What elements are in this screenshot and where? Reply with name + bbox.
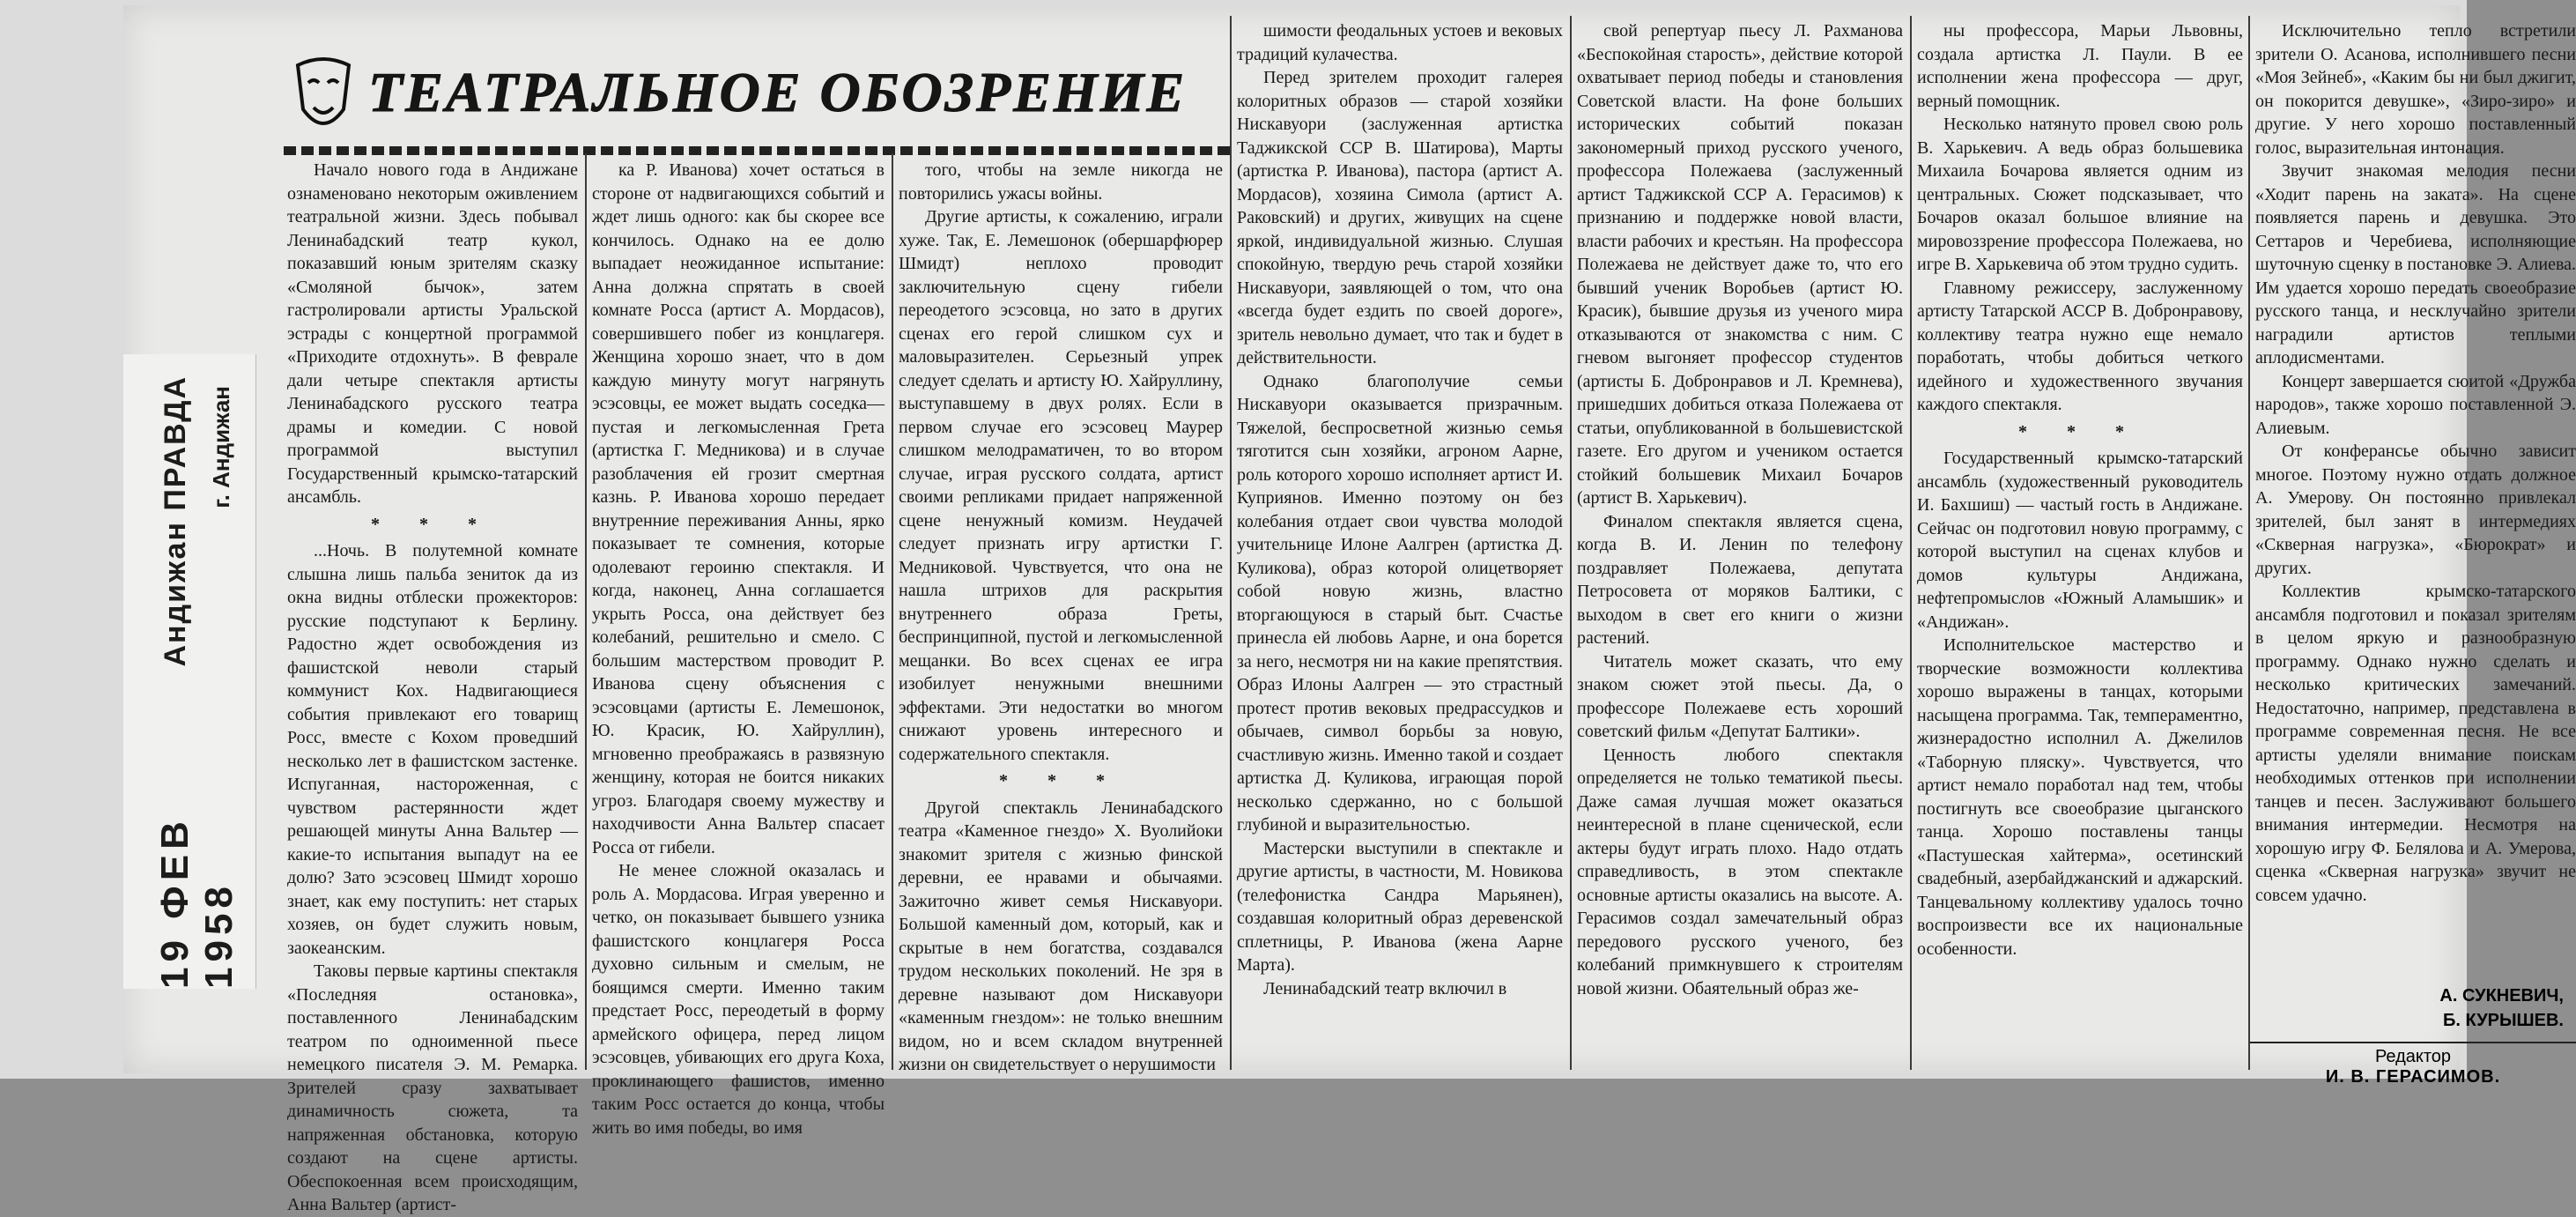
article-paragraph: того, чтобы на земле никогда не повторились ужасы войны.	[899, 160, 1223, 204]
article-paragraph: свой репертуар пьесу Л. Рахманова «Беспокойная старость», действие которой охватывает период победы и становления Советской власти. На фоне больших исторических событий показан закономерный приход русского ученого, профессора Полежаева (заслуженный артист Таджикской ССР А. Герасимов) к признанию и поддержке новой власти, власти рабочих и крестьян. На профессора Полежаева не действует даже то, что его бывший ученик Воробьев (артист Ю. Красик), бывшие друзья из ученого мира отказываются от знакомства с ним. С гневом выгоняет профессор студентов (артисты Б. Добронравов и Л. Кремнева), пришедших добиться отказа Полежаева от статьи, опубликованной в большевистской газете. Его другом и учеником остается стойкий большевик Михаил Бочаров (артист В. Харькевич).	[1577, 21, 1903, 508]
column-rule	[1910, 16, 1912, 1070]
article-column-7	[2255, 19, 2576, 907]
article-column-4	[1237, 19, 1563, 1000]
article-paragraph: Ленинабадский театр включил в	[1263, 978, 1507, 998]
section-separator: * * *	[371, 514, 494, 534]
section-separator: * * *	[999, 771, 1122, 790]
article-paragraph: Начало нового года в Андижане ознаменовано некоторым оживлением театральной жизни. Здесь побывал Ленинабадский театр кукол, показавший юным зрителям сказку «Смоляной бычок», затем гастролировали артисты Уральской эстрады с концертной программой «Приходите отдохнуть». В феврале дали четыре спектакля артисты Ленинабадского русского театра драмы и комедии. С новой программой выступил Государственный крымско-татарский ансамбль.	[287, 160, 578, 507]
article-column-6	[1917, 19, 2243, 961]
article-paragraph: ны профессора, Марьи Львовны, создала артистка Л. Паули. В ее исполнении жена профессора — друг, верный помощник.	[1917, 21, 2243, 111]
article-paragraph: Звучит знакомая мелодия песни «Ходит парень на заката». На сцене появляется парень и девушка. Это Сеттаров и Черебиева, исполняющие шуточную сценку в постановке Э. Алиева. Им удается хорошо передать своеобразие русского танца, и несклучайно зрители наградили артистов теплыми аплодисментами.	[2255, 161, 2576, 367]
article-paragraph: Мастерски выступили в спектакле и другие артисты, в частности, М. Новикова (телефонистка Сандра Марьянен), создавшая колоритный образ деревенской сплетницы, Р. Иванова (жена Аарне Марта).	[1237, 838, 1563, 975]
article-paragraph: Другой спектакль Ленинабадского театра «Каменное гнездо» Х. Вуолийоки знакомит зрителя с жизнью финской деревни, ее нравами и обычаями. Зажиточно живет семья Нискавуори. Большой каменный дом, который, как и скрытые в нем богатства, создавался трудом нескольких поколений. Не зря в деревне называют дом Нискавуори «каменным гнездом»: не только внешним видом, но и всем складом внутренней жизни он свидетельствует о нерушимости	[899, 798, 1223, 1074]
editor-name: И. В. ГЕРАСИМОВ.	[2325, 1067, 2501, 1087]
article-paragraph: От конферансье обычно зависит многое. Поэтому нужно отдать должное А. Умерову. Он постоянно привлекал зрителей, был занят в интермедиях «Скверная нагрузка», «Бюрократ» и других.	[2255, 442, 2576, 578]
article-paragraph: Перед зрителем проходит галерея колоритных образов — старой хозяйки Нискавуори (заслуженная артистка Таджикской ССР В. Шатирова), Марты (артистка Р. Иванова), пастора (артист А. Мордасов), хозяина Симола (артист А. Раковский) и других, живущих на сцене яркой, индивидуальной жизнью. Слушая спокойную, твердую речь старой хозяйки Нискавуори, заявляющей о том, что она «всегда будет ездить по своей дороге», зритель невольно думает, что так и будет в действительности.	[1237, 68, 1563, 367]
article-column-2	[592, 159, 885, 1139]
column-rule	[585, 153, 587, 1070]
stamp-date: 19 ФЕВ 1958	[153, 816, 241, 989]
section-header	[284, 49, 1235, 137]
article-paragraph: Читатель может сказать, что ему знаком сюжет этой пьесы. Да, о профессоре Полежаеве есть хороший советский фильм «Депутат Балтики».	[1577, 651, 1903, 741]
article-paragraph: Государственный крымско-татарский ансамбль (художественный руководитель И. Бахшиш) — частый гость в Андижане. Сейчас он подготовил новую программу, с которой выступил на сценах клубов и домов культуры Андижана, нефтепромыслов «Южный Аламышик» и «Андижан».	[1917, 449, 2243, 632]
article-paragraph: ка Р. Иванова) хочет остаться в стороне от надвигающихся событий и ждет лишь одного: как бы скорее все кончилось. Однако на ее долю выпадает неожиданное испытание: Анна должна спрятать в своей комнате Росса (артист А. Мордасов), совершившего побег из концлагеря. Женщина хорошо знает, что в дом каждую минуту могут нагрянуть эсэсовцы, ее может выдать соседка—пустая и легкомысленная Грета (артистка Г. Медникова) и в случае разоблачения ей грозит смертная казнь. Р. Иванова хорошо передает внутренние переживания Анны, ярко показывает те сомнения, которые одолевают героиню спектакля. И когда, наконец, Анна соглашается укрыть Росса, она действует без колебаний, решительно и смело. С большим мастерством проводит Р. Иванова сцену объяснения с эсэсовцами (артисты Е. Лемешонок, Ю. Красик, Ю. Хайруллин), мгновенно преображаясь в развязную женщину, которая не боится никаких угроз. Благодаря своему мужеству и находчивости Анна Вальтер спасает Росса от гибели.	[592, 160, 885, 857]
stamp-newspaper-name: Андижан ПРАВДА	[159, 375, 192, 667]
article-column-5	[1577, 19, 1903, 1000]
article-column-3	[899, 159, 1223, 1077]
greek-key-border	[284, 146, 1235, 155]
column-rule	[1230, 16, 1232, 1070]
author-name: А. СУКНЕВИЧ,	[2439, 986, 2564, 1006]
editor-block	[2250, 1042, 2576, 1087]
author-name: Б. КУРЫШЕВ.	[2443, 1011, 2564, 1030]
section-separator: * * *	[2018, 421, 2142, 442]
section-title: ТЕАТРАЛЬНОЕ ОБОЗРЕНИЕ	[368, 61, 1188, 123]
article-column-1	[287, 159, 578, 1217]
article-paragraph: Другие артисты, к сожалению, играли хуже. Так, Е. Лемешонок (обершарфюрер Шмидт) неплохо проводит заключительную сцену гибели переодетого эсэсовца, но зато в других сценах его герой слишком сух и маловыразителен. Серьезный упрек следует сделать и артисту Ю. Хайруллину, выступавшему в двух ролях. Если в первом случае его эсэсовец Маурер слишком мелодраматичен, то во втором случае, играя русского солдата, артист своими репликами придает напряженной сцене ненужный комизм. Неудачей следует признать игру артистки Г. Медниковой. Чувствуется, что она не нашла штрихов для раскрытия внутреннего образа Греты, беспринципной, пустой и легкомысленной мещанки. Во всех сценах ее игра изобилует ненужными внешними эффектами. Эти недостатки во многом снижают уровень интересного и содержательного спектакля.	[899, 207, 1223, 764]
article-paragraph: Исполнительское мастерство и творческие возможности коллектива хорошо выражены в танцах, которыми насыщена программа. Так, темпераментно, жизнерадостно исполнил А. Джелилов «Таборную пляску». Чувствуется, что артист немало поработал над тем, чтобы постигнуть все своеобразие цыганского танца. Хорошо поставлены танцы «Пастушеская хайтерма», осетинский свадебный, азербайджанский и аджарский. Танцевальному коллективу удалось точно воспроизвести все их национальные особенности.	[1917, 635, 2243, 959]
article-paragraph: Не менее сложной оказалась и роль А. Мордасова. Играя уверенно и четко, он показывает бывшего узника фашистского концлагеря Росса духовно сильным и смелым, не боящимся смерти. Именно таким предстает Росс, переодетый в форму армейского офицера, перед лицом эсэсовцев, убивающих его друга Коха, проклинающего фашистов, именно таким Росс остается до конца, чтобы жить во имя победы, во имя	[592, 861, 885, 1138]
article-paragraph: Финалом спектакля является сцена, когда В. И. Ленин по телефону поздравляет Полежаева, депутата Петросовета от моряков Балтики, с выходом в свет его книги о жизни растений.	[1577, 511, 1903, 648]
article-paragraph: Главному режиссеру, заслуженному артисту Татарской АССР В. Добронравову, коллективу театра нужно еще немало поработать, чтобы добиться четкого идейного и художественного звучания каждого спектакля.	[1917, 278, 2243, 414]
article-paragraph: Несколько натянуто провел свою роль В. Харькевич. А ведь образ большевика Михаила Бочарова является одним из центральных. Сюжет подсказывает, что Бочаров оказал большое влияние на мировоззрение профессора Полежаева, но игре В. Харькевича об этом трудно судить.	[1917, 115, 2243, 274]
stamp-city: г. Андижан	[208, 386, 234, 508]
column-rule	[1570, 16, 1572, 1070]
archive-stamp	[123, 354, 256, 989]
mask-ornament-icon	[292, 56, 354, 141]
author-signature	[2255, 983, 2564, 1033]
article-paragraph: Исключительно тепло встретили зрители О. Асанова, исполнившего песни «Моя Зейнеб», «Каким бы ни был джигит, он покорится девушке», «Зиро-зиро» и другие. У него хорошо поставленный голос, выразительная интонация.	[2255, 21, 2576, 158]
editor-label: Редактор	[2374, 1047, 2452, 1066]
article-paragraph: ...Ночь. В полутемной комнате слышна лишь пальба зениток да из окна видны отблески прожекторов: русские подступают к Берлину. Радостно ждет освобождения из фашистской неволи старый коммунист Кох. Надвигающиеся события привлекают его товарищ Росс, вместе с Кохом проведший несколько лет в фашистском застенке. Испуганная, настороженная, с чувством растерянности ждет решающей минуты Анна Вальтер — какие-то испытания выпадут на ее долю? Зато эсэсовец Шмидт хорошо знает, как ему поступить: нет старых хозяев, он будет служить новым, заокеанским.	[287, 541, 578, 958]
article-paragraph: Коллектив крымско-татарского ансамбля подготовил и показал зрителям в целом яркую и разнообразную программу. Однако нужно сделать и несколько критических замечаний. Недостаточно, например, представлена в программе современная песня. Не все артисты уделяли внимание поискам необходимых оттенков при исполнении танцев и песен. Заслуживают большего внимания интермедии. Несмотря на хорошую игру Ф. Белялова и А. Умерова, сценка «Скверная нагрузка» звучит не совсем удачно.	[2255, 582, 2576, 905]
column-rule	[2248, 16, 2250, 1070]
article-paragraph: Таковы первые картины спектакля «Последняя остановка», поставленного Ленинабадским театром по одноименной пьесе немецкого писателя Э. М. Ремарка. Зрителей сразу захватывает динамичность сюжета, та напряженная обстановка, которую создают на сцене артисты. Обеспокоенная всем происходящим, Анна Вальтер (артист-	[287, 961, 578, 1214]
column-rule	[892, 153, 893, 1070]
newspaper-page	[123, 5, 2576, 1214]
article-paragraph: Однако благополучие семьи Нискавуори оказывается призрачным. Тяжелой, беспросветной жизнью семья тяготится сын хозяйки, агроном Аарне, роль которого хорошо исполняет артист И. Куприянов. Именно поэтому он без колебания отдает свои чувства молодой учительнице Илоне Аалгрен (артистка Д. Куликова), образ которой олицетворяет собой новую жизнь, властно вторгающуюся в старый быт. Счастье принесла ей любовь Аарне, и она борется за него, несмотря ни на какие препятствия. Образ Илоны Аалгрен — это страстный протест против вековых предрассудков и обычаев, символ борьбы за новую, счастливую жизнь. Именно такой и создает артистка Д. Куликова, играющая порой несколько сдержанно, но с большой глубиной и выразительностью.	[1237, 371, 1563, 835]
article-paragraph: Ценность любого спектакля определяется не только тематикой пьесы. Даже самая лучшая может оказаться неинтересной в плане сценической, если актеры будут играть плохо. Надо отдать справедливость, в этом спектакле основные артисты оказались на высоте. А. Герасимов создал замечательный образ передового русского ученого, без колебаний примкнувшего к строителям новой жизни. Обаятельный образ же-	[1577, 745, 1903, 998]
article-paragraph: Концерт завершается сюитой «Дружба народов», также хорошо поставленной Э. Алиевым.	[2255, 371, 2576, 438]
article-paragraph: шимости феодальных устоев и вековых традиций кулачества.	[1237, 21, 1563, 64]
